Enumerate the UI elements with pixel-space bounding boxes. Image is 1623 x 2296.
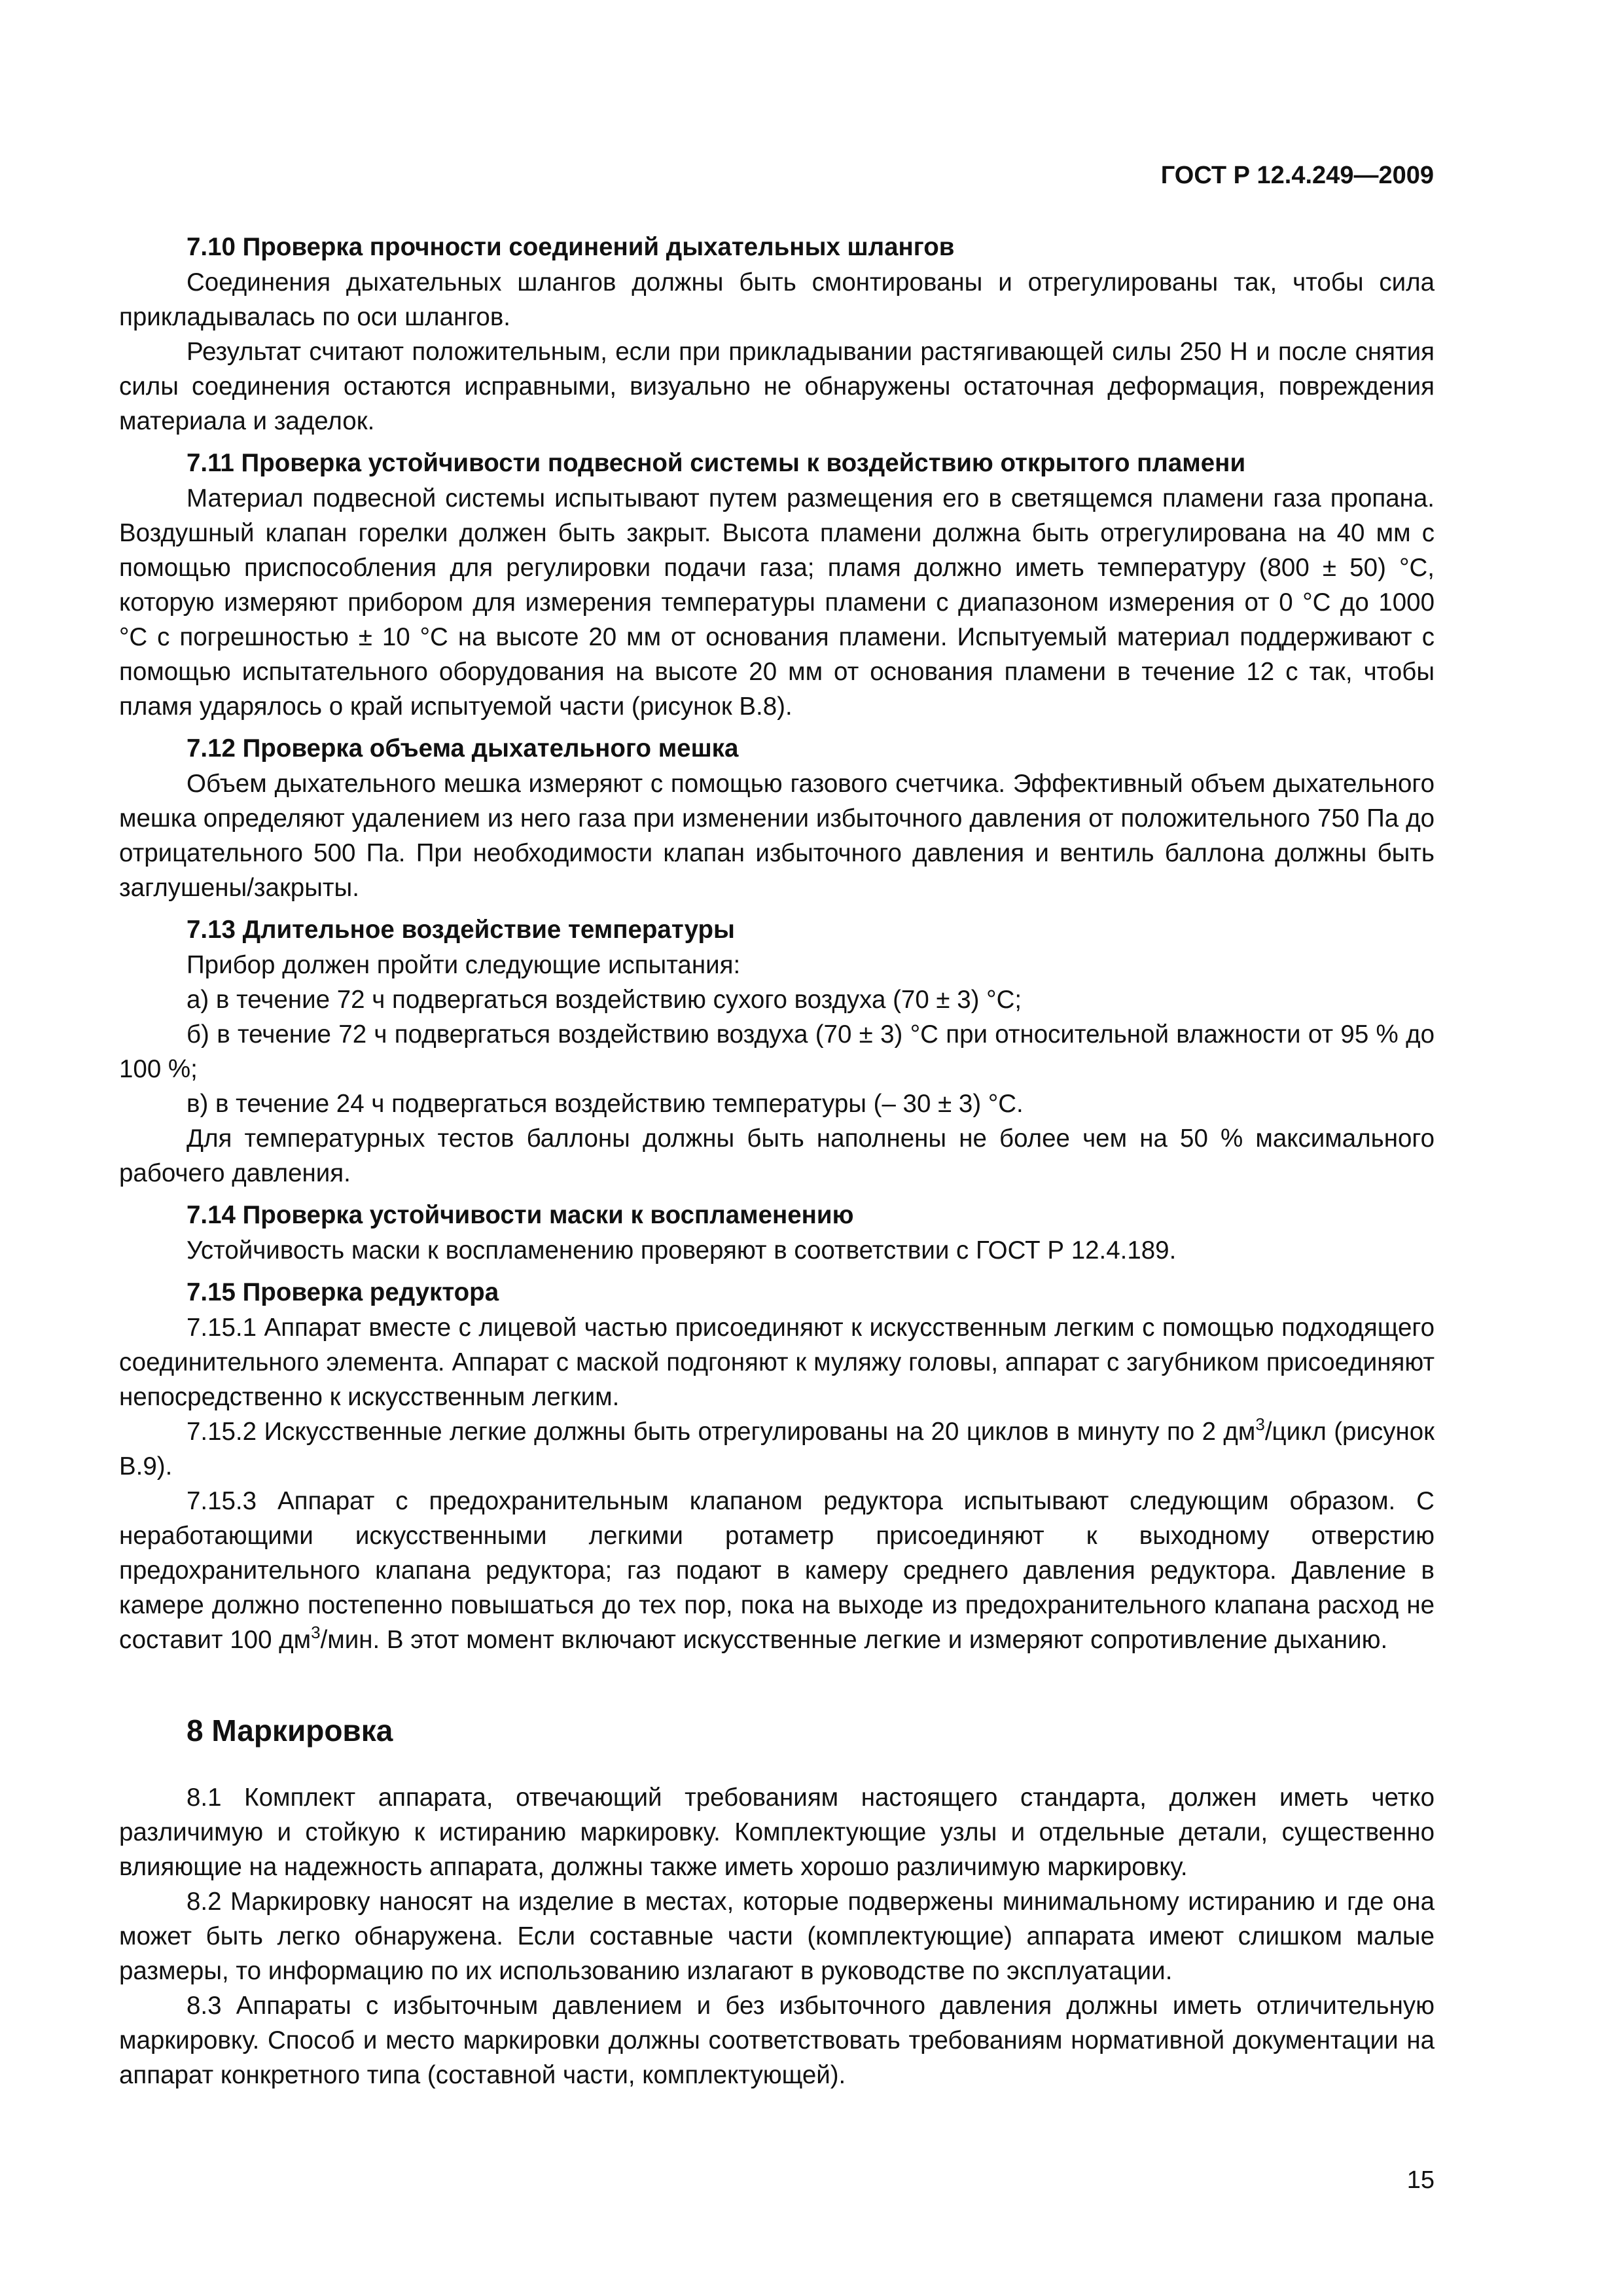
section-7-15-heading: 7.15 Проверка редуктора (187, 1278, 499, 1306)
section-8-heading: 8 Маркировка (187, 1713, 393, 1748)
spacer (119, 439, 1435, 445)
section-7-15-3-text-a: 7.15.3 Аппарат с предохранительным клапаном редуктора испытывают следующим образом. С неработающими искусственными легкими ротаметр присоединяют к выходному отверстию предохранительного клапана редуктора; газ подают в камеру среднего давления редуктора. Давление в камере должно постепенно повышаться до тех пор, пока на выходе из предохранительного клапана расход не составит 100 дм (119, 1487, 1435, 1654)
superscript-3: 3 (311, 1623, 321, 1642)
section-7-15-1-paragraph: 7.15.1 Аппарат вместе с лицевой частью присоединяют к искусственным легким с помощью подходящего соединительного элемента. Аппарат с маской подгоняют к муляжу головы, аппарат с загубником присоединяют непосредственно к искусственным легким. (119, 1314, 1435, 1411)
spacer (119, 1750, 1435, 1780)
section-7-15-3-text-b: /мин. В этот момент включают искусственные легкие и измеряют сопротивление дыханию. (320, 1626, 1388, 1654)
section-7-11-paragraph-1: Материал подвесной системы испытывают путем размещения его в светящемся пламени газа пропана. Воздушный клапан горелки должен быть закрыт. Высота пламени должна быть отрегулирована на 40 мм с помощью приспособления для регулировки подачи газа; пламя должно иметь температуру (800 ± 50) °С, которую измеряют прибором для измерения температуры пламени с диапазоном измерения от 0 °С до 1000 °С с погрешностью ± 10 °С на высоте 20 мм от основания пламени. Испытуемый материал поддерживают с помощью испытательного оборудования на высоте 20 мм от основания пламени в течение 12 с так, чтобы пламя ударялось о край испытуемой части (рисунок В.8). (119, 484, 1435, 721)
spacer (119, 905, 1435, 912)
section-7-12-heading: 7.12 Проверка объема дыхательного мешка (187, 734, 739, 762)
page-number: 15 (1406, 2166, 1435, 2194)
spacer (119, 1268, 1435, 1274)
document-code-header: ГОСТ Р 12.4.249—2009 (1160, 162, 1434, 189)
section-7-15-2-paragraph (119, 1414, 1435, 1484)
superscript-3: 3 (1255, 1414, 1265, 1434)
spacer (119, 1657, 1435, 1711)
section-7-10-paragraph-2: Результат считают положительным, если при прикладывании растягивающей силы 250 Н и после снятия силы соединения остаются исправными, визуально не обнаружены остаточная деформация, повреждения материала и заделок. (119, 338, 1435, 435)
section-8-2-paragraph: 8.2 Маркировку наносят на изделие в местах, которые подвержены минимальному истиранию и где она может быть легко обнаружена. Если составные части (комплектующие) аппарата имеют слишком малые размеры, то информацию по их использованию излагают в руководстве по эксплуатации. (119, 1888, 1435, 1985)
section-8-3-paragraph: 8.3 Аппараты с избыточным давлением и без избыточного давления должны иметь отличительную маркировку. Способ и место маркировки должны соответствовать требованиям нормативной документации на аппарат конкретного типа (составной части, комплектующей). (119, 1992, 1435, 2089)
section-7-13-note: Для температурных тестов баллоны должны быть наполнены не более чем на 50 % максимального рабочего давления. (119, 1124, 1435, 1187)
section-7-11-heading: 7.11 Проверка устойчивости подвесной системы к воздействию открытого пламени (187, 449, 1246, 477)
section-7-10-heading: 7.10 Проверка прочности соединений дыхательных шлангов (187, 233, 955, 261)
section-7-13-intro: Прибор должен пройти следующие испытания: (187, 951, 741, 979)
section-7-13-item-a: а) в течение 72 ч подвергаться воздействию сухого воздуха (70 ± 3) °С; (187, 986, 1022, 1014)
spacer (119, 724, 1435, 730)
section-7-13-item-b: б) в течение 72 ч подвергаться воздействию воздуха (70 ± 3) °С при относительной влажности от 95 % до 100 %; (119, 1020, 1435, 1083)
section-7-10-paragraph-1: Соединения дыхательных шлангов должны быть смонтированы и отрегулированы так, чтобы сила прикладывалась по оси шлангов. (119, 268, 1435, 331)
section-7-13-item-c: в) в течение 24 ч подвергаться воздействию температуры (– 30 ± 3) °С. (187, 1090, 1024, 1118)
section-7-12-paragraph-1: Объем дыхательного мешка измеряют с помощью газового счетчика. Эффективный объем дыхательного мешка определяют удалением из него газа при изменении избыточного давления от положительного 750 Па до отрицательного 500 Па. При необходимости клапан избыточного давления и вентиль баллона должны быть заглушены/закрыты. (119, 770, 1435, 902)
section-7-14-heading: 7.14 Проверка устойчивости маски к воспламенению (187, 1201, 854, 1229)
section-8-1-paragraph: 8.1 Комплект аппарата, отвечающий требованиям настоящего стандарта, должен иметь четко различимую и стойкую к истиранию маркировку. Комплектующие узлы и отдельные детали, существенно влияющие на надежность аппарата, должны также иметь хорошо различимую маркировку. (119, 1784, 1435, 1881)
section-7-15-3-paragraph (119, 1484, 1435, 1657)
spacer (119, 1191, 1435, 1197)
section-7-15-2-text-a: 7.15.2 Искусственные легкие должны быть отрегулированы на 20 циклов в минуту по 2 дм (187, 1418, 1256, 1446)
section-7-13-heading: 7.13 Длительное воздействие температуры (187, 916, 735, 944)
page-body (119, 229, 1435, 2092)
section-7-14-paragraph-1: Устойчивость маски к воспламенению проверяют в соответствии с ГОСТ Р 12.4.189. (187, 1236, 1177, 1265)
section-7-15-2-text-b: /цикл (рисунок В.9). (119, 1418, 1435, 1480)
